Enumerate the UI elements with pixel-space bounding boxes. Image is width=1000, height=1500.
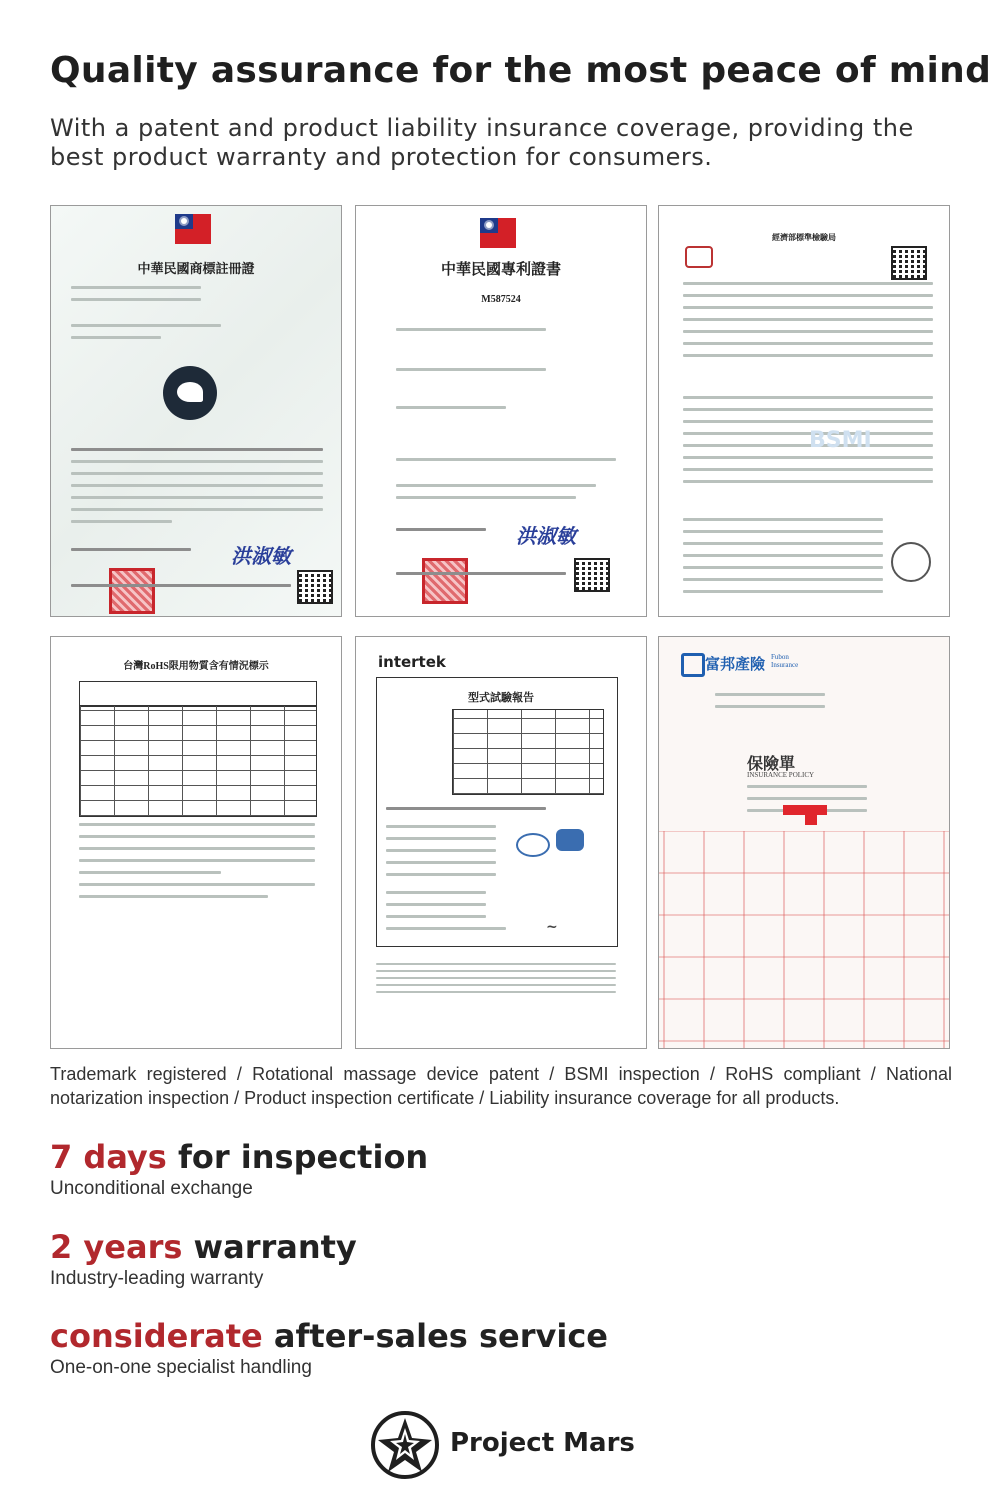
redacted-field (805, 815, 817, 825)
feature-rest: after-sales service (262, 1317, 608, 1355)
ilac-mra-logo-icon (516, 833, 550, 857)
intertek-report-title: 型式試驗報告 (468, 692, 534, 704)
redacted-field (783, 805, 827, 815)
feature-subtext: One-on-one specialist handling (50, 1357, 312, 1378)
trademark-certificate-title: 中華民國商標註冊證 (137, 261, 255, 276)
feature-highlight: 2 years (50, 1228, 183, 1266)
insurance-policy-image (658, 636, 950, 1049)
feature-inspection (50, 1138, 428, 1200)
patent-certificate-image (355, 205, 647, 617)
director-signature: 洪淑敏 (231, 544, 291, 568)
page-title: Quality assurance for the most peace of mind (50, 50, 992, 91)
bsmi-seal-icon (891, 542, 931, 582)
intertek-report-image (355, 636, 647, 1049)
qr-code-icon (574, 558, 610, 592)
fubon-company-name: 富邦產險 (705, 657, 766, 673)
feature-rest: warranty (182, 1228, 357, 1266)
policy-title: 保險單 (747, 756, 796, 773)
qr-code-icon (297, 570, 333, 604)
eagle-logo-icon (163, 366, 217, 420)
trademark-certificate-image (50, 205, 342, 617)
feature-subtext: Industry-leading warranty (50, 1268, 264, 1289)
signatory-signature: ~ (546, 919, 558, 935)
taiwan-flag-icon (480, 218, 516, 248)
policy-title-en: INSURANCE POLICY (747, 771, 815, 779)
rohs-header-table (79, 681, 317, 707)
page-subtitle: With a patent and product liability insurance coverage, providing the best product warranty and protection for consumers. (50, 114, 914, 171)
rohs-substance-table (79, 705, 317, 817)
feature-highlight: 7 days (50, 1138, 167, 1176)
certificate-caption: Trademark registered / Rotational massage device patent / BSMI inspection / RoHS compliant / National notarization inspection / Product inspection certificate / Liability insurance coverage for all products. (50, 1064, 952, 1108)
fubon-logo-icon (681, 653, 705, 677)
patent-certificate-title: 中華民國專利證書 (440, 262, 561, 278)
intertek-logo: intertek (378, 653, 446, 671)
director-signature: 洪淑敏 (516, 524, 576, 548)
project-mars-logo-icon (370, 1410, 440, 1480)
patent-number: M587524 (481, 294, 521, 305)
fubon-company-name-en: Fubon Insurance (771, 653, 799, 669)
bsmi-certificate-image (658, 205, 950, 617)
feature-subtext: Unconditional exchange (50, 1178, 253, 1199)
policy-watermark-pattern (659, 831, 949, 1048)
taiwan-flag-icon (175, 214, 211, 244)
brand-name: Project Mars (450, 1428, 635, 1458)
rohs-title: 台灣RoHS限用物質含有情況標示 (123, 661, 269, 672)
qr-code-icon (891, 246, 927, 280)
feature-rest: for inspection (166, 1138, 429, 1176)
feature-after-sales (50, 1317, 608, 1379)
feature-warranty (50, 1228, 357, 1290)
bsmi-agency-name: 經濟部標準檢驗局 (772, 233, 836, 242)
bsmi-watermark: BSMI (809, 428, 872, 453)
rohs-label-image (50, 636, 342, 1049)
report-info-table (452, 709, 604, 795)
taf-logo-icon (556, 829, 584, 851)
feature-highlight: considerate (50, 1317, 263, 1355)
vap-logo-icon (685, 246, 713, 268)
